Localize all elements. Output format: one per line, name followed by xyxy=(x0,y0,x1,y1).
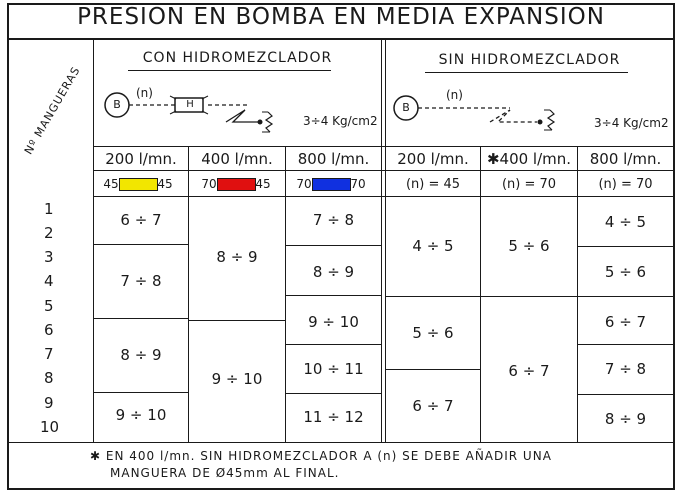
pressure-cell: 5 ÷ 6 xyxy=(508,237,550,255)
nozzle-2-right: 45 xyxy=(255,177,271,191)
side-divider xyxy=(93,39,94,443)
sin-n-label: (n) xyxy=(446,88,463,102)
nozzle-1-left: 45 xyxy=(103,177,119,191)
con-heading: CON HIDROMEZCLADOR xyxy=(142,50,333,66)
pressure-cell: 9 ÷ 10 xyxy=(211,370,263,388)
nozzle-1-right: 45 xyxy=(157,177,173,191)
s2-divider xyxy=(481,296,577,297)
flow-row-bottom xyxy=(94,170,674,171)
sin-n-400: (n) = 70 xyxy=(501,177,557,192)
sin-flow-400: ✱400 l/mn. xyxy=(486,150,572,168)
hose-number: 8 xyxy=(44,369,54,387)
c3-divider xyxy=(286,245,381,246)
c2-divider xyxy=(189,320,285,321)
s1-divider xyxy=(386,296,480,297)
footnote-line-2: MANGUERA DE Ø45mm AL FINAL. xyxy=(110,466,340,480)
frame-right xyxy=(673,3,675,490)
s3-divider xyxy=(578,246,673,247)
con-flow-200: 200 l/mn. xyxy=(105,150,177,168)
hose-number: 5 xyxy=(44,297,54,315)
sin-heading-underline xyxy=(425,72,628,73)
hose-number: 6 xyxy=(44,321,54,339)
group-divider-a xyxy=(381,39,382,443)
con-n-label: (n) xyxy=(136,86,153,100)
con-heading-underline xyxy=(128,70,331,71)
pressure-cell: 9 ÷ 10 xyxy=(115,406,167,424)
pressure-cell: 6 ÷ 7 xyxy=(604,313,647,331)
frame-bottom xyxy=(7,488,675,490)
pressure-cell: 11 ÷ 12 xyxy=(303,408,364,426)
s3-divider xyxy=(578,394,673,395)
nozzle-3-swatch xyxy=(312,178,351,191)
s1-divider xyxy=(386,369,480,370)
sin-pump-letter: B xyxy=(402,101,410,114)
frame-left xyxy=(7,3,9,490)
pressure-cell: 7 ÷ 8 xyxy=(120,272,162,290)
pressure-cell: 8 ÷ 9 xyxy=(604,410,647,428)
pressure-cell: 8 ÷ 9 xyxy=(312,263,355,281)
pressure-cell: 5 ÷ 6 xyxy=(412,324,454,342)
nozzle-3-left: 70 xyxy=(296,177,312,191)
sin-n-200: (n) = 45 xyxy=(405,177,461,192)
c1-divider xyxy=(94,318,188,319)
pressure-cell: 8 ÷ 9 xyxy=(216,248,258,266)
sin-col1-divider xyxy=(480,196,481,443)
pressure-cell: 8 ÷ 9 xyxy=(120,346,162,364)
pressure-cell: 9 ÷ 10 xyxy=(308,313,359,331)
nozzle-row-bottom xyxy=(94,196,674,197)
s3-divider xyxy=(578,344,673,345)
hose-number: 9 xyxy=(44,394,54,412)
page-title: PRESION EN BOMBA EN MEDIA EXPANSION xyxy=(77,4,605,30)
con-flow-400: 400 l/mn. xyxy=(201,150,273,168)
nozzle-2-left: 70 xyxy=(201,177,217,191)
sin-flow-800: 800 l/mn. xyxy=(589,150,662,168)
hose-number: 2 xyxy=(44,224,54,242)
con-pump-letter: B xyxy=(113,98,121,111)
hose-number: 4 xyxy=(44,272,54,290)
nozzle-2-swatch xyxy=(217,178,256,191)
pressure-cell: 4 ÷ 5 xyxy=(604,213,647,231)
nozzle-3-right: 70 xyxy=(350,177,366,191)
flow-row-top xyxy=(94,146,674,147)
pressure-cell: 7 ÷ 8 xyxy=(312,211,355,229)
hose-number: 10 xyxy=(40,418,60,436)
pressure-cell: 6 ÷ 7 xyxy=(412,397,454,415)
title-divider xyxy=(7,38,675,40)
table-bottom xyxy=(7,442,675,443)
nozzle-1-swatch xyxy=(119,178,158,191)
sin-heading: SIN HIDROMEZCLADOR xyxy=(438,52,621,68)
hose-number: 7 xyxy=(44,345,54,363)
hose-number: 1 xyxy=(44,200,54,218)
side-label: Nº MANGUERAS xyxy=(21,64,83,157)
con-mixer-letter: H xyxy=(186,99,194,110)
c1-divider xyxy=(94,244,188,245)
c3-divider xyxy=(286,295,381,296)
pressure-cell: 6 ÷ 7 xyxy=(508,362,550,380)
pressure-cell: 5 ÷ 6 xyxy=(604,263,647,281)
c3-divider xyxy=(286,344,381,345)
con-pressure-label: 3÷4 Kg/cm2 xyxy=(303,114,378,128)
pressure-cell: 6 ÷ 7 xyxy=(120,211,162,229)
sin-flow-200: 200 l/mn. xyxy=(397,150,469,168)
sin-pump-diagram xyxy=(392,82,672,142)
c3-divider xyxy=(286,393,381,394)
pressure-cell: 10 ÷ 11 xyxy=(303,360,364,378)
hose-number: 3 xyxy=(44,248,54,266)
footnote-line-1: ✱ EN 400 l/mn. SIN HIDROMEZCLADOR A (n) SE DEBE AÑADIR UNA xyxy=(90,449,552,463)
sin-n-800: (n) = 70 xyxy=(598,177,653,192)
pressure-cell: 4 ÷ 5 xyxy=(412,237,454,255)
s3-divider xyxy=(578,296,673,297)
con-flow-800: 800 l/mn. xyxy=(297,150,370,168)
c1-divider xyxy=(94,392,188,393)
pressure-cell: 7 ÷ 8 xyxy=(604,360,647,378)
sin-pressure-label: 3÷4 Kg/cm2 xyxy=(594,116,669,130)
